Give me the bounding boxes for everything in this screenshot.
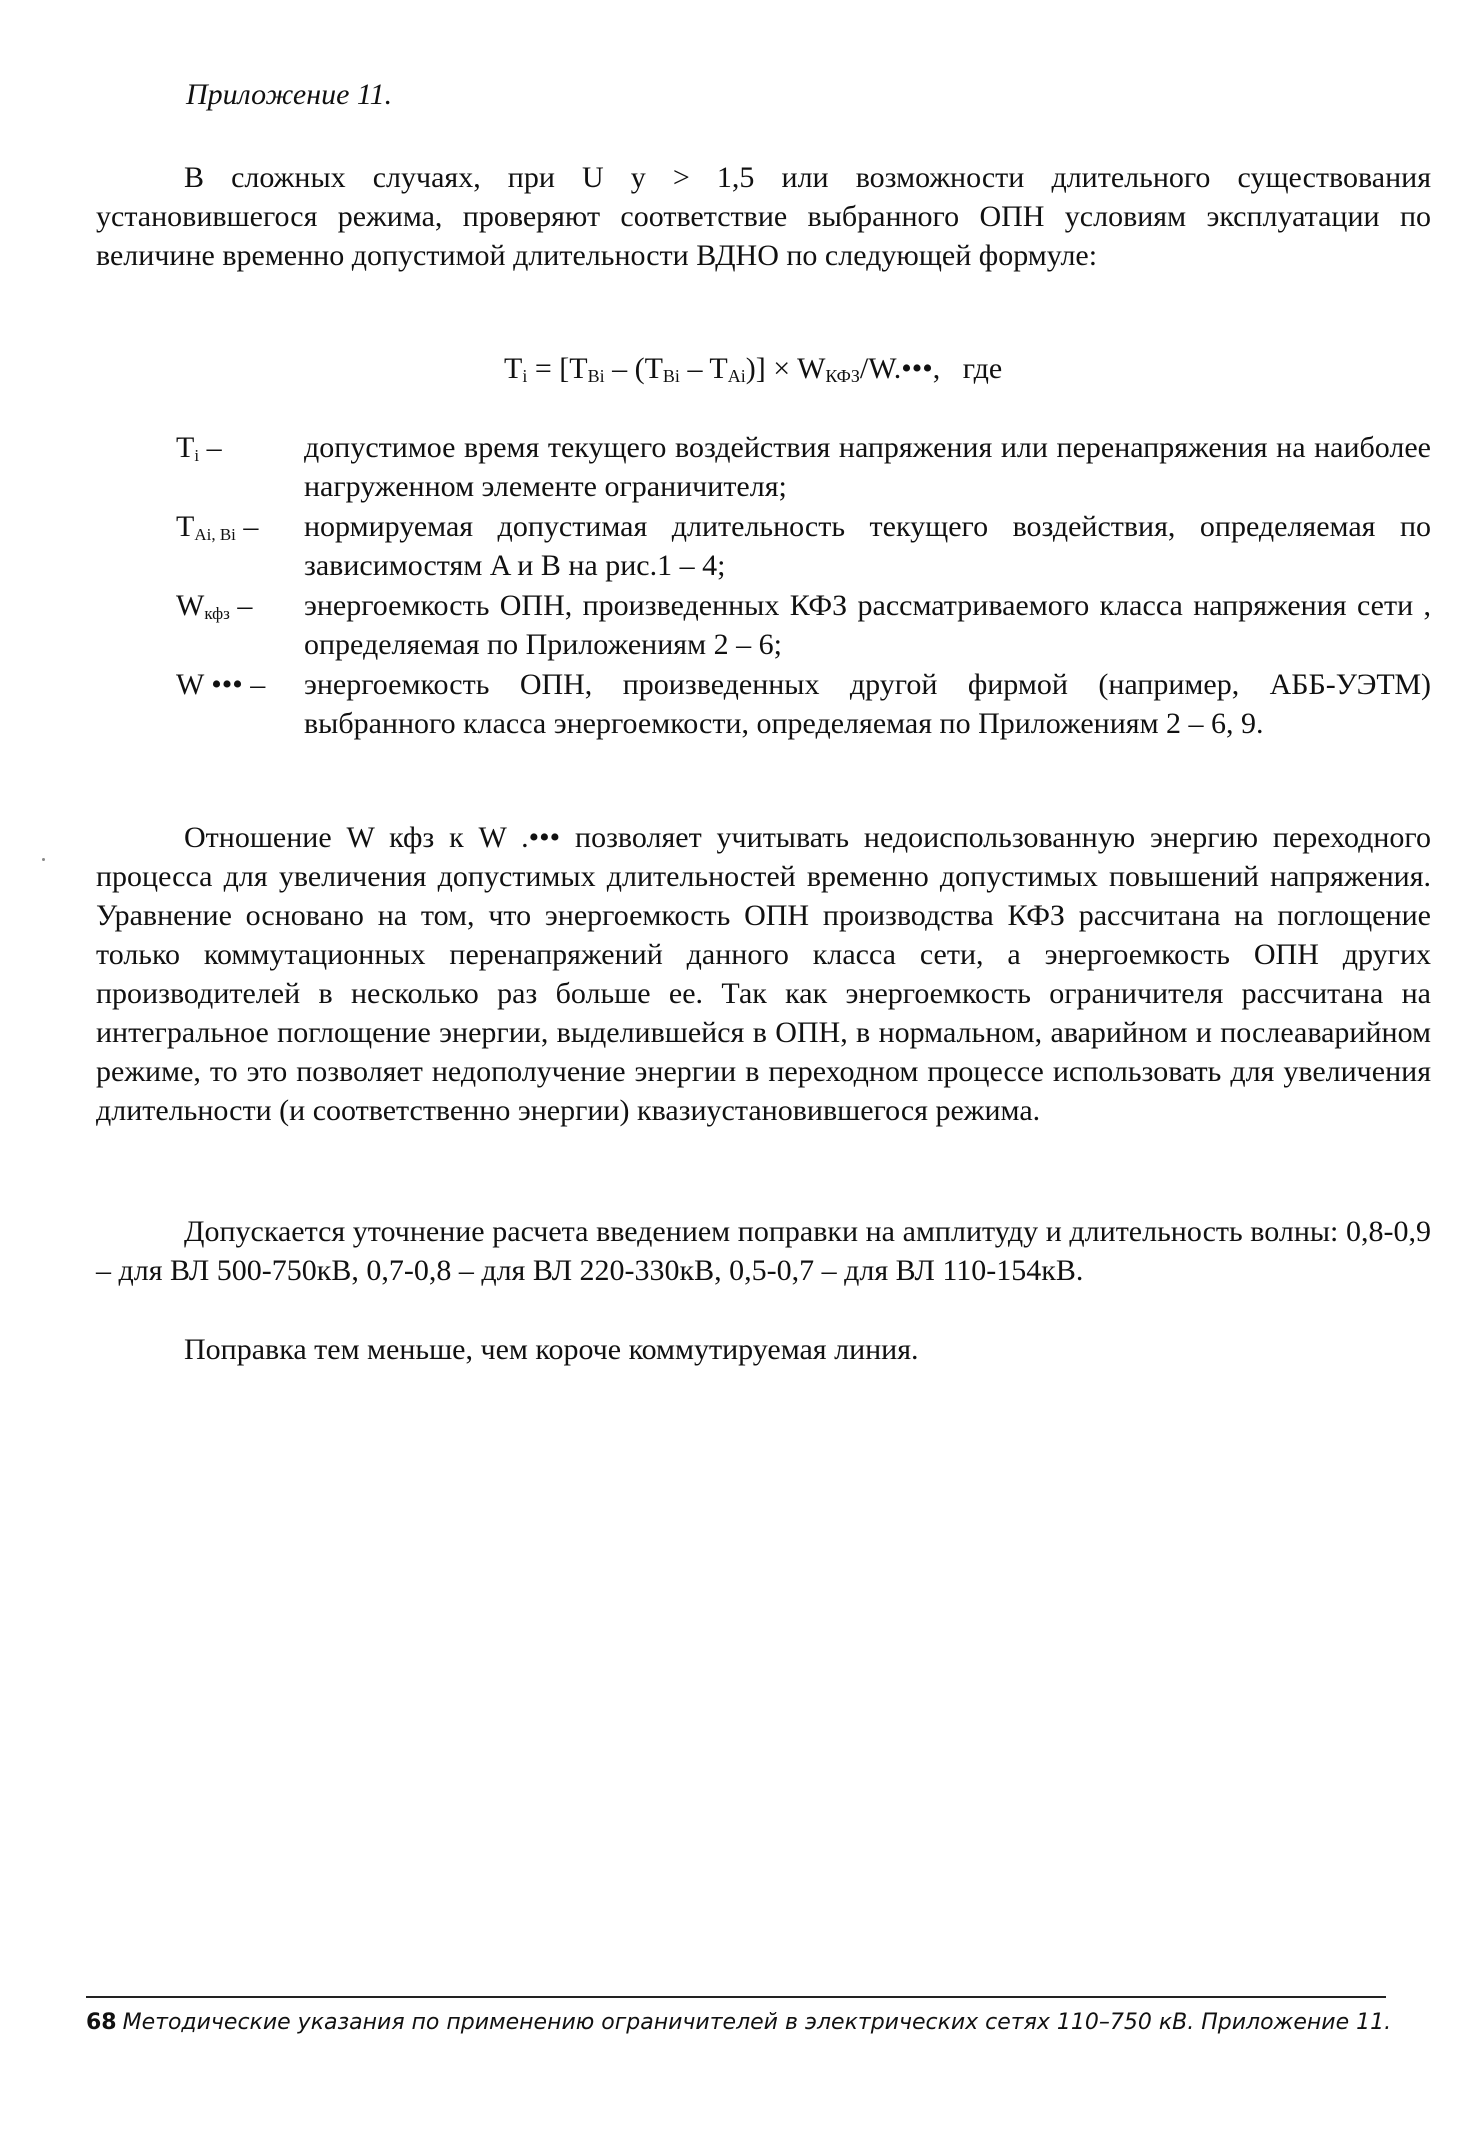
footer-divider — [86, 1996, 1386, 1998]
definition-text: энергоемкость ОПН, произведенных КФЗ рассматриваемого класса напряжения сети , определяемая по Приложениям 2 – 6; — [304, 589, 1431, 661]
definitions-list — [176, 428, 1431, 744]
amendment-paragraph: Поправка тем меньше, чем короче коммутируемая линия. — [184, 1333, 919, 1366]
definition-symbol: W ••• – — [176, 668, 266, 701]
correction-paragraph: Допускается уточнение расчета введением поправки на амплитуду и длительность волны: 0,8-0,9 – для ВЛ 500-750кВ, 0,7-0,8 – для ВЛ 220-330кВ, 0,5-0,7 – для ВЛ 110-154кВ. — [96, 1215, 1431, 1287]
formula-part5: /W.•••, — [859, 352, 941, 385]
ratio-paragraph: Отношение W кфз к W .••• позволяет учитывать недоиспользованную энергию переходного процесса для увеличения допустимых длительностей временно допустимых повышений напряжения. Уравнение основано на том, что энергоемкость ОПН производства КФЗ рассчитана на поглощение только коммутационных перенапряжений данного класса сети, а энергоемкость ОПН других производителей в несколько раз больше ее. Так как энергоемкость ограничителя рассчитана на интегральное поглощение энергии, выделившейся в ОПН, в нормальном, аварийном и послеаварийном режиме, то это позволяет недополучение энергии в переходном процессе использовать для увеличения длительности (и соответственно энергии) квазиустановившегося режима. — [96, 821, 1431, 1127]
page-number: 68 — [86, 2010, 117, 2035]
definition-symbol: Ti – — [176, 431, 222, 465]
formula-part1: = [T — [527, 352, 588, 385]
formula-sub-bi-2: Bi — [662, 366, 680, 386]
definition-item — [176, 507, 1431, 585]
definition-item — [176, 665, 1431, 743]
definition-symbol: TAi, Bi – — [176, 510, 259, 544]
page-footer — [86, 2010, 1406, 2035]
footer-title: Методические указания по применению ограничителей в электрических сетях 110–750 кВ. Приложение 11. — [122, 2010, 1392, 2035]
formula-part2: – (T — [604, 352, 663, 385]
definition-item — [176, 428, 1431, 506]
definition-item — [176, 586, 1431, 664]
formula-where: где — [962, 352, 1003, 385]
definition-text: допустимое время текущего воздействия напряжения или перенапряжения на наиболее нагруженном элементе ограничителя; — [304, 431, 1431, 503]
formula-sub-bi-1: Bi — [587, 366, 605, 386]
definition-text: энергоемкость ОПН, произведенных другой фирмой (например, АББ-УЭТМ) выбранного класса энергоемкости, определяемая по Приложениям 2 – 6, 9. — [304, 668, 1431, 740]
formula-part4: )] × W — [745, 352, 826, 385]
formula — [504, 352, 1002, 387]
definition-text: нормируемая допустимая длительность текущего воздействия, определяемая по зависимостям A и B на рис.1 – 4; — [304, 510, 1431, 582]
scan-artifact-dot — [42, 858, 45, 861]
appendix-heading: Приложение 11. — [186, 78, 393, 111]
definition-symbol: Wкфз – — [176, 589, 253, 623]
formula-lhs-sub: i — [522, 366, 528, 386]
formula-sub-kfz: КФЗ — [825, 366, 860, 386]
formula-sub-ai: Ai — [727, 366, 746, 386]
formula-part3: – T — [679, 352, 728, 385]
intro-paragraph: В сложных случаях, при U у > 1,5 или возможности длительного существования установившегося режима, проверяют соответствие выбранного ОПН условиям эксплуатации по величине временно допустимой длительности ВДНО по следующей формуле: — [96, 161, 1431, 272]
formula-lhs: T — [504, 352, 523, 385]
